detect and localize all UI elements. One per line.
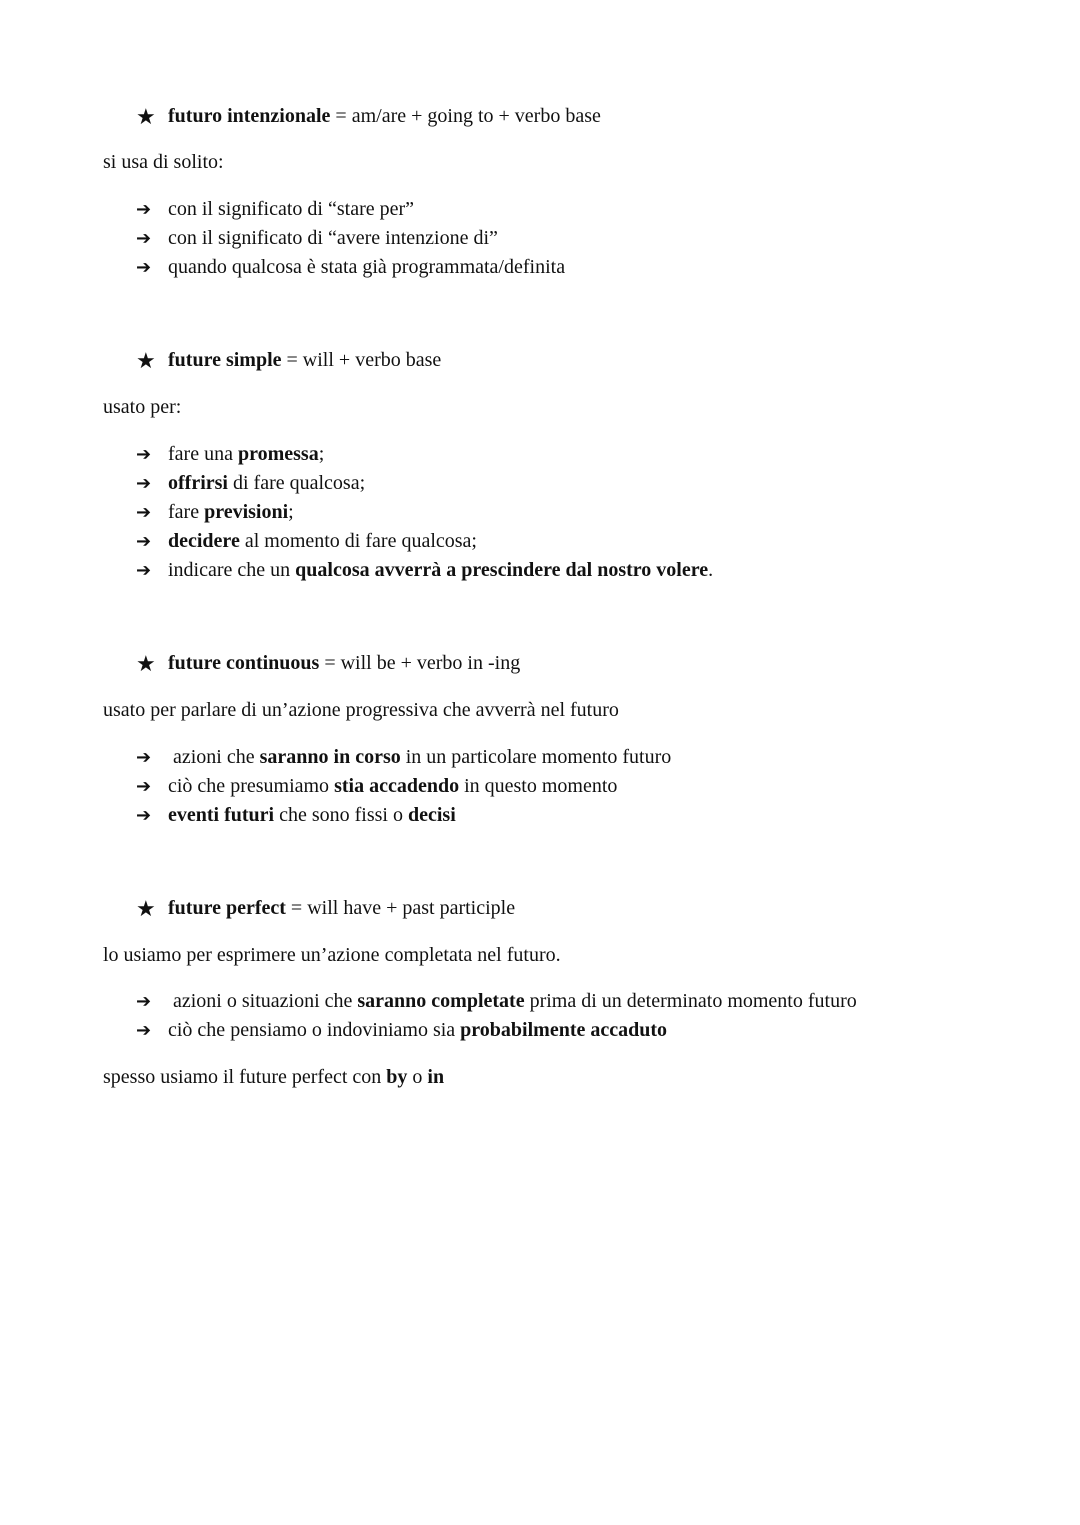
list-item-emphasis: saranno in corso [259,746,401,768]
list-item-text: ciò che presumiamo [168,775,335,797]
arrow-icon: ➔ [136,776,152,797]
heading-term: futuro intenzionale [168,105,331,127]
arrow-icon: ➔ [136,228,152,249]
list-item-text: quando qualcosa è stata già programmata/definita [168,256,566,278]
list-item-emphasis: stia accadendo [334,775,460,797]
section-heading-futuro-intenzionale [136,102,601,131]
heading-formula: = am/are + going to + verbo base [330,105,601,127]
list-item-text: di fare qualcosa; [227,472,366,494]
heading-term: future continuous [168,652,320,674]
heading-formula: = will be + verbo in -ing [319,652,521,674]
list-item-emphasis: eventi futuri [168,804,275,826]
list-item-text: che sono fissi o [274,804,408,826]
heading-term: future simple [168,349,282,371]
list-item-text: con il significato di “avere intenzione di” [168,227,498,249]
list-item [136,498,713,527]
heading-formula: = will have + past participle [285,897,516,919]
list-item-text: con il significato di “stare per” [168,198,415,220]
usage-list [136,195,565,282]
list-item [136,556,713,585]
arrow-icon: ➔ [136,1020,152,1041]
arrow-icon: ➔ [136,257,152,278]
section-intro: si usa di solito: [103,151,224,173]
section-intro: usato per parlare di un’azione progressiva che avverrà nel futuro [103,699,619,721]
usage-list [136,440,713,585]
heading-formula: = will + verbo base [281,349,442,371]
star-icon: ★ [136,896,156,921]
list-item [136,772,671,801]
list-item [136,527,713,556]
list-item [136,1016,857,1045]
list-item-emphasis: decisi [407,804,456,826]
section-intro: usato per: [103,396,182,418]
star-icon: ★ [136,651,156,676]
closing-text: o [407,1066,428,1088]
list-item-emphasis: previsioni [204,501,289,523]
list-item-text: in questo momento [459,775,618,797]
heading-term: future perfect [168,897,286,919]
usage-list [136,743,671,830]
closing-emphasis: by [386,1066,408,1088]
list-item [136,801,671,830]
list-item-text: indicare che un [168,559,296,581]
list-item [136,743,671,772]
list-item-emphasis: promessa [237,443,319,465]
list-item-text: ; [288,501,294,523]
list-item-text: in un particolare momento futuro [400,746,672,768]
list-item-text: fare una [168,443,238,465]
section-heading-future-simple [136,346,441,375]
list-item [136,253,565,282]
closing-note [103,1063,444,1092]
arrow-icon: ➔ [136,991,152,1012]
section-heading-future-perfect [136,894,515,923]
arrow-icon: ➔ [136,560,152,581]
list-item-text: ciò che pensiamo o indoviniamo sia [168,1019,461,1041]
list-item-text: fare [168,501,205,523]
list-item-emphasis: saranno completate [357,990,525,1012]
list-item-emphasis: qualcosa avverrà a prescindere dal nostro volere [295,559,709,581]
list-item-emphasis: probabilmente accaduto [460,1019,668,1041]
list-item [136,224,565,253]
list-item-text: ; [318,443,325,465]
list-item [136,469,713,498]
arrow-icon: ➔ [136,502,152,523]
list-item-text: al momento di fare qualcosa; [239,530,477,552]
list-item-text: azioni o situazioni che [168,990,358,1012]
arrow-icon: ➔ [136,747,152,768]
arrow-icon: ➔ [136,531,152,552]
section-intro: lo usiamo per esprimere un’azione completata nel futuro. [103,944,561,966]
arrow-icon: ➔ [136,473,152,494]
list-item-text: azioni che [168,746,260,768]
usage-list [136,987,857,1045]
closing-emphasis: in [427,1066,445,1088]
list-item [136,987,857,1016]
closing-text: spesso usiamo il future perfect con [103,1066,387,1088]
list-item-emphasis: offrirsi [168,472,228,494]
star-icon: ★ [136,348,156,373]
list-item-text: . [708,559,714,581]
section-heading-future-continuous [136,649,520,678]
list-item-text: prima di un determinato momento futuro [524,990,857,1012]
list-item [136,195,565,224]
list-item-emphasis: decidere [168,530,240,552]
list-item [136,440,713,469]
arrow-icon: ➔ [136,444,152,465]
arrow-icon: ➔ [136,199,152,220]
arrow-icon: ➔ [136,805,152,826]
star-icon: ★ [136,104,156,129]
